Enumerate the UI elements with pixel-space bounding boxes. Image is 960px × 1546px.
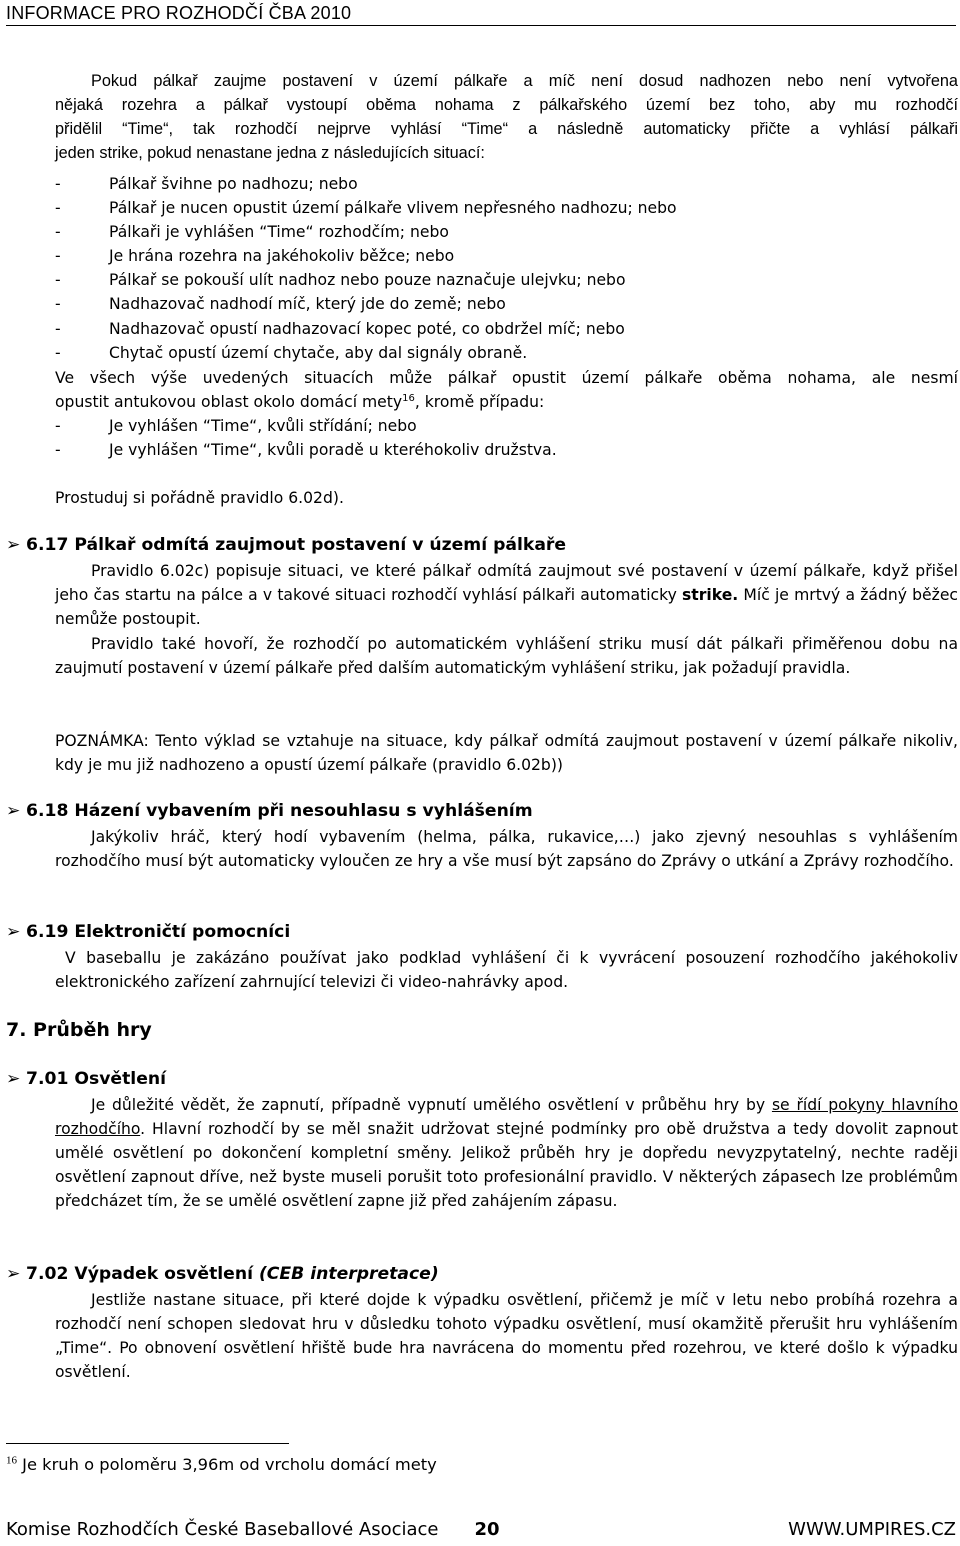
exception-line-end: , kromě případu: xyxy=(414,393,545,412)
page-header: INFORMACE PRO ROZHODČÍ ČBA 2010 xyxy=(6,3,956,26)
page-footer xyxy=(6,1519,956,1540)
exception-paragraph xyxy=(55,366,958,414)
s701-paragraph: Je důležité vědět, že zapnutí, případně vypnutí umělého osvětlení v průběhu hry by se řídí pokyny hlavního rozhodčího. Hlavní rozhodčí by se měl snažit udržovat stejné podmínky pro obě družstva a tedy dovolit zapnout umělé osvětlení po dokončení kompletní směny. Jelikož průběh hry je dopředu nevyzpytatelný, nechte raději osvětlení zapnout dříve, než byste museli porušit toto profesionální pravidlo. V některých zápasech lze problémům předcházet tím, že se umělé osvětlení zapne již před zahájením zápasu. xyxy=(55,1096,958,1211)
heading-7-02: ➢ 7.02 Výpadek osvětlení (CEB interpretace) xyxy=(6,1264,439,1284)
exception-line: opustit antukovou oblast okolo domácí mety xyxy=(55,393,403,412)
intro-line: nějaká rozehra a pálkař vystoupí oběma nohama z pálkařského území bez toho, aby mu rozhodčí xyxy=(55,96,958,115)
s617-note: POZNÁMKA: Tento výklad se vztahuje na situace, kdy pálkař odmítá zaujmout postavení v území pálkaře nikoliv, kdy je mu již nadhozeno a opustí území pálkaře (pravidlo 6.02b)) xyxy=(55,732,958,775)
list-item: - Nadhazovač nadhodí míč, který jde do země; nebo xyxy=(55,295,506,314)
exception-line: Ve všech výše uvedených situacích může pálkař opustit území pálkaře oběma nohama, ale nesmí xyxy=(55,369,958,387)
list-item: - Chytač opustí území chytače, aby dal signály obraně. xyxy=(55,343,528,362)
list-item: - Pálkaři je vyhlášen “Time“ rozhodčím; nebo xyxy=(55,223,449,242)
intro-paragraph xyxy=(55,69,958,165)
page-number: 20 xyxy=(474,1519,500,1540)
list-item: - Je vyhlášen “Time“, kvůli střídání; nebo xyxy=(55,417,417,435)
s619-paragraph: V baseballu je zakázáno používat jako podklad vyhlášení či k vyvrácení posouzení rozhodčího jakéhokoliv elektronického zařízení zahrnující televizi či video-nahrávky apod. xyxy=(55,949,958,992)
footnote-ref: 16 xyxy=(402,392,415,404)
list-item: - Pálkař švihne po nadhozu; nebo xyxy=(55,175,358,193)
list-item: - Je hrána rozehra na jakéhokoliv běžce; nebo xyxy=(55,247,455,266)
heading-6-18: ➢ 6.18 Házení vybavením při nesouhlasu s vyhlášením xyxy=(6,801,533,821)
footnote-separator xyxy=(6,1443,289,1444)
underlined-phrase: se řídí pokyny hlavního rozhodčího xyxy=(55,1096,958,1139)
s617-paragraph-2: Pravidlo také hovoří, že rozhodčí po automatickém vyhlášení striku musí dát pálkaři přiměřenou dobu na zaujmutí postavení v území pálkaře před dalším automatickým vyhlášení striku, jak požadují pravidla. xyxy=(55,635,958,678)
list-item: - Je vyhlášen “Time“, kvůli poradě u kteréhokoliv družstva. xyxy=(55,441,557,460)
heading-7-01: ➢ 7.01 Osvětlení xyxy=(6,1069,166,1089)
situation-list xyxy=(55,172,958,365)
intro-line: přidělil “Time“, tak rozhodčí nejprve vyhlásí “Time“ a následně automaticky přičte a vyhlásí pálkaři xyxy=(55,120,958,139)
heading-6-19: ➢ 6.19 Elektroničtí pomocníci xyxy=(6,922,291,942)
s618-paragraph: Jakýkoliv hráč, který hodí vybavením (helma, pálka, rukavice,…) jako zjevný nesouhlas s vyhlášením rozhodčího musí být automaticky vyloučen ze hry a vše musí být zapsáno do Zprávy o utkání a Zprávy rozhodčího. xyxy=(55,828,958,871)
list-item: - Pálkař se pokouší ulít nadhoz nebo pouze naznačuje ulejvku; nebo xyxy=(55,271,626,290)
list-item: - Pálkař je nucen opustit území pálkaře vlivem nepřesného nadhozu; nebo xyxy=(55,199,677,218)
study-note: Prostuduj si pořádně pravidlo 6.02d). xyxy=(55,489,344,507)
s617-paragraph-1: Pravidlo 6.02c) popisuje situaci, ve které pálkař odmítá zaujmout své postavení v území pálkaře, když přišel jeho čas startu na pálce a v takové situaci rozhodčí vyhlásí pálkaři automaticky strike. Míč je mrtvý a žádný běžec nemůže postoupit. xyxy=(55,562,958,629)
s702-paragraph: Jestliže nastane situace, při které dojde k výpadku osvětlení, přičemž je míč v letu nebo probíhá rozehra a rozhodčí není schopen sledovat hru v důsledku tohoto výpadku osvětlení, musí okamžitě přerušit hru vyhlášením „Time“. Po obnovení osvětlení hřiště bude hra navrácena do momentu před rozehrou, ve které došlo k výpadku osvětlení. xyxy=(55,1291,958,1382)
intro-line: jeden strike, pokud nenastane jedna z následujících situací: xyxy=(55,144,485,163)
footnote: $^{16}$ Je kruh o poloměru 3,96m od vrcholu domácí mety xyxy=(6,1454,437,1474)
exception-list xyxy=(55,414,958,462)
footer-url: WWW.UMPIRES.CZ xyxy=(788,1519,956,1540)
heading-7: 7. Průběh hry xyxy=(6,1019,152,1041)
heading-6-17: ➢ 6.17 Pálkař odmítá zaujmout postavení v území pálkaře xyxy=(6,535,567,555)
list-item: - Nadhazovač opustí nadhazovací kopec poté, co obdržel míč; nebo xyxy=(55,319,625,338)
footer-organization: Komise Rozhodčích České Baseballové Asociace xyxy=(6,1519,439,1540)
intro-line: Pokud pálkař zaujme postavení v území pálkaře a míč není dosud nadhozen nebo není vytvořena xyxy=(91,72,958,90)
